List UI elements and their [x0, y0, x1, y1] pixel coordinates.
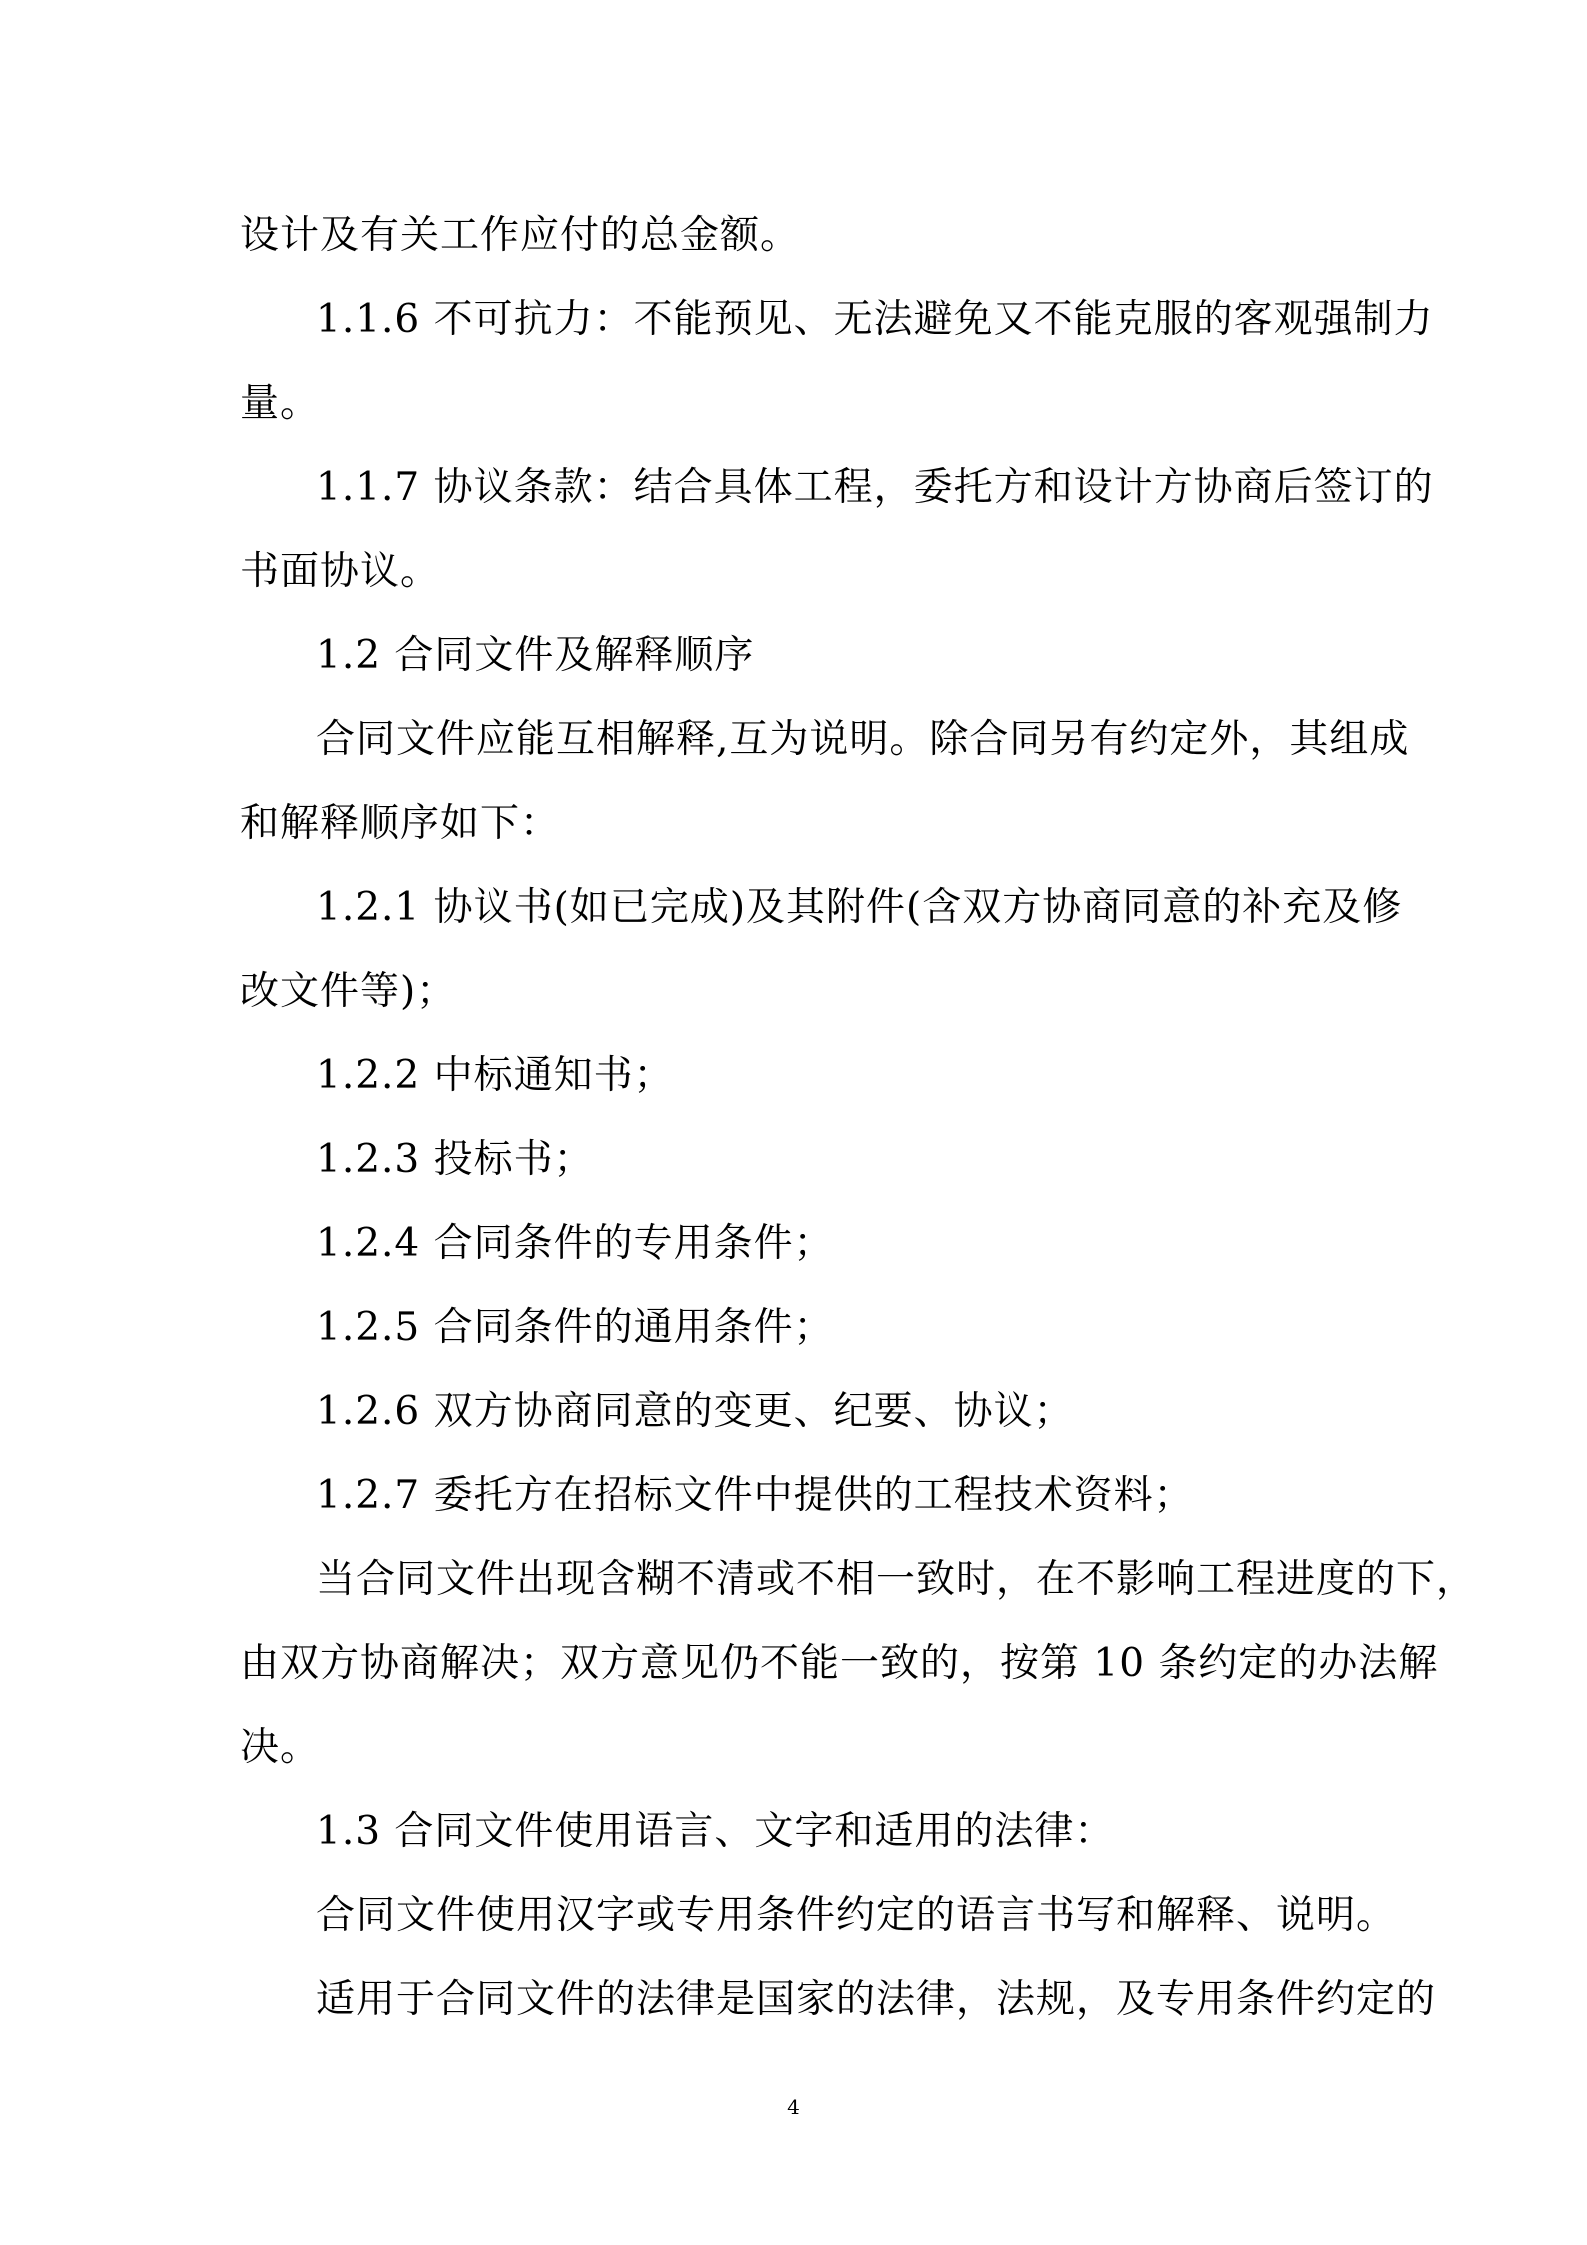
clause-1-2-6: 1.2.6 双方协商同意的变更、纪要、协议； [316, 1389, 1074, 1434]
paragraph-line: 当合同文件出现含糊不清或不相一致时，在不影响工程进度的下， [316, 1557, 1477, 1602]
clause-1-2-2: 1.2.2 中标通知书； [316, 1053, 674, 1098]
paragraph-line: 设计及有关工作应付的总金额。 [240, 213, 801, 258]
paragraph-line: 适用于合同文件的法律是国家的法律，法规，及专用条件约定的 [316, 1977, 1437, 2022]
clause-1-2-1: 1.2.1 协议书(如已完成)及其附件(含双方协商同意的补充及修 [316, 885, 1403, 930]
clause-1-2-7: 1.2.7 委托方在招标文件中提供的工程技术资料； [316, 1473, 1194, 1518]
paragraph-line: 书面协议。 [240, 549, 441, 594]
clause-1-1-6: 1.1.6 不可抗力：不能预见、无法避免又不能克服的客观强制力 [316, 297, 1434, 342]
paragraph-line: 量。 [240, 381, 321, 426]
paragraph-line: 合同文件应能互相解释,互为说明。除合同另有约定外，其组成 [316, 717, 1410, 762]
paragraph-line: 合同文件使用汉字或专用条件约定的语言书写和解释、说明。 [316, 1893, 1397, 1938]
paragraph-line: 和解释顺序如下： [240, 801, 561, 846]
clause-1-2-4: 1.2.4 合同条件的专用条件； [316, 1221, 834, 1266]
paragraph-line: 由双方协商解决；双方意见仍不能一致的，按第 10 条约定的办法解 [240, 1641, 1439, 1686]
section-heading-1-2: 1.2 合同文件及解释顺序 [316, 633, 755, 678]
clause-1-2-5: 1.2.5 合同条件的通用条件； [316, 1305, 834, 1350]
paragraph-line: 改文件等)； [240, 969, 457, 1014]
section-heading-1-3: 1.3 合同文件使用语言、文字和适用的法律： [316, 1809, 1115, 1854]
paragraph-line: 决。 [240, 1725, 321, 1770]
clause-1-1-7: 1.1.7 协议条款：结合具体工程，委托方和设计方协商后签订的 [316, 465, 1434, 510]
page-number: 4 [787, 2095, 800, 2119]
clause-1-2-3: 1.2.3 投标书； [316, 1137, 594, 1182]
